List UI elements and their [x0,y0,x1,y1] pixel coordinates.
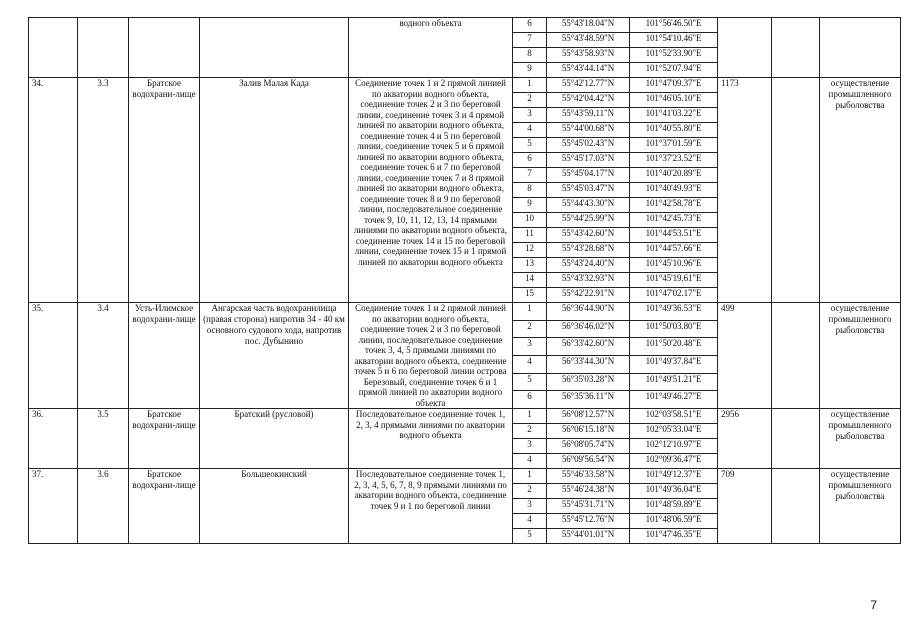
latitude: 55°43'48.59"N [547,33,630,48]
latitude: 55°43'32.93"N [547,273,630,288]
point-number: 8 [513,183,547,198]
longitude: 101°44'57.66"E [630,243,718,258]
latitude: 55°45'04.17"N [547,168,630,183]
latitude: 56°08'05.74"N [547,439,630,454]
reservoir-name: Братское водохрани-лище [129,409,200,469]
latitude: 55°42'12.77"N [547,78,630,93]
area-name: Залив Малая Када [200,78,349,303]
latitude: 55°45'03.47"N [547,183,630,198]
latitude: 56°35'36.11"N [547,391,630,409]
latitude: 55°45'12.76"N [547,514,630,529]
longitude: 101°41'03.22"E [630,108,718,123]
table-row [29,303,901,321]
boundary-description: Соединение точек 1 и 2 прямой линией по акватории водного объекта, соединение точек 2 и 3 по береговой линии, соединение точек 3 и 4 прямой линией по акватории водного объекта, соединение точек 4 и 5 по береговой линии, соединение точек 5 и 6 прямой линией по акватории водного объекта, соединение точек 6 и 7 по береговой линии, соединение точек 7 и 8 прямой линией по акватории водного объекта, соединение точек 8 и 9 по береговой линии, последовательное соединение точек 9, 10, 11, 12, 13, 14 прямыми линиями по акватории водного объекта, соединение точек 14 и 15 по береговой линии, соединение точек 15 и 1 прямой линией по акватории водного объекта [349,78,513,303]
point-number: 6 [513,18,547,33]
longitude: 101°49'12.37"E [630,469,718,484]
point-number: 2 [513,484,547,499]
longitude: 101°50'20.48"E [630,338,718,356]
point-number: 3 [513,108,547,123]
point-number: 3 [513,499,547,514]
point-number: 1 [513,78,547,93]
longitude: 101°49'51.21"E [630,373,718,391]
latitude: 55°42'22.91"N [547,288,630,303]
latitude: 55°44'01.01"N [547,529,630,544]
point-number: 5 [513,529,547,544]
empty-cell [772,303,820,409]
point-number: 9 [513,198,547,213]
longitude: 101°42'58.78"E [630,198,718,213]
table-row [29,78,901,93]
point-number: 7 [513,33,547,48]
longitude: 101°48'59.89"E [630,499,718,514]
point-number: 2 [513,320,547,338]
purpose: осуществление промышленного рыболовства [820,469,901,544]
row-subnumber: 3.3 [78,78,129,303]
point-number: 8 [513,48,547,63]
latitude: 56°36'44.90"N [547,303,630,321]
longitude: 101°49'37.84"E [630,355,718,373]
area-hectares [718,18,772,78]
latitude: 55°45'17.03"N [547,153,630,168]
longitude: 101°40'49.93"E [630,183,718,198]
point-number: 13 [513,258,547,273]
latitude: 55°42'04.42"N [547,93,630,108]
latitude: 55°46'24.38"N [547,484,630,499]
empty-cell [772,78,820,303]
fishing-areas-table [28,17,901,544]
point-number: 7 [513,168,547,183]
table-row [29,469,901,484]
point-number: 1 [513,469,547,484]
area-hectares: 709 [718,469,772,544]
point-number: 2 [513,93,547,108]
purpose [820,18,901,78]
longitude: 101°45'19.61"E [630,273,718,288]
row-number: 35. [29,303,78,409]
area-name: Большеокинский [200,469,349,544]
point-number: 3 [513,439,547,454]
latitude: 55°44'00.68"N [547,123,630,138]
latitude: 55°44'43.30"N [547,198,630,213]
area-hectares: 2956 [718,409,772,469]
latitude: 55°43'18.04"N [547,18,630,33]
longitude: 101°40'55.80"E [630,123,718,138]
area-hectares: 499 [718,303,772,409]
latitude: 55°43'42.60"N [547,228,630,243]
latitude: 56°35'03.28"N [547,373,630,391]
row-number: 34. [29,78,78,303]
point-number: 4 [513,355,547,373]
longitude: 101°56'46.50"E [630,18,718,33]
reservoir-name: Братское водохрани-лище [129,78,200,303]
longitude: 101°49'36.53"E [630,303,718,321]
longitude: 101°47'46.35"E [630,529,718,544]
latitude: 55°45'02.43"N [547,138,630,153]
point-number: 1 [513,303,547,321]
purpose: осуществление промышленного рыболовства [820,78,901,303]
longitude: 101°52'07.94"E [630,63,718,78]
point-number: 11 [513,228,547,243]
latitude: 56°33'44.30"N [547,355,630,373]
point-number: 4 [513,454,547,469]
point-number: 12 [513,243,547,258]
latitude: 55°43'44.14"N [547,63,630,78]
latitude: 55°46'33.58"N [547,469,630,484]
reservoir-name [129,18,200,78]
purpose: осуществление промышленного рыболовства [820,409,901,469]
longitude: 101°52'33.90"E [630,48,718,63]
reservoir-name: Усть-Илимское водохрани-лище [129,303,200,409]
longitude: 101°48'06.59"E [630,514,718,529]
latitude: 55°43'59.11"N [547,108,630,123]
longitude: 101°40'20.89"E [630,168,718,183]
row-subnumber: 3.6 [78,469,129,544]
longitude: 101°47'09.37"E [630,78,718,93]
point-number: 5 [513,373,547,391]
latitude: 56°08'12.57"N [547,409,630,424]
point-number: 4 [513,514,547,529]
point-number: 14 [513,273,547,288]
point-number: 15 [513,288,547,303]
point-number: 3 [513,338,547,356]
latitude: 56°09'56.54"N [547,454,630,469]
longitude: 101°45'10.96"E [630,258,718,273]
longitude: 102°05'33.04"E [630,424,718,439]
latitude: 55°45'31.71"N [547,499,630,514]
latitude: 56°36'46.02"N [547,320,630,338]
table-row [29,18,901,33]
boundary-description: Последовательное соединение точек 1, 2, 3, 4 прямыми линиями по акватории водного объекта [349,409,513,469]
table-row [29,409,901,424]
empty-cell [772,469,820,544]
longitude: 101°50'03.80"E [630,320,718,338]
area-name: Братский (русловой) [200,409,349,469]
row-subnumber [78,18,129,78]
longitude: 101°54'10.46"E [630,33,718,48]
page-number: 7 [870,598,877,612]
row-subnumber: 3.5 [78,409,129,469]
longitude: 101°37'01.59"E [630,138,718,153]
empty-cell [772,409,820,469]
area-name [200,18,349,78]
longitude: 101°42'45.73"E [630,213,718,228]
reservoir-name: Братское водохрани-лище [129,469,200,544]
point-number: 9 [513,63,547,78]
latitude: 55°44'25.99"N [547,213,630,228]
area-hectares: 1173 [718,78,772,303]
point-number: 6 [513,391,547,409]
longitude: 101°49'36.04"E [630,484,718,499]
longitude: 101°47'02.17"E [630,288,718,303]
row-subnumber: 3.4 [78,303,129,409]
latitude: 56°06'15.18"N [547,424,630,439]
latitude: 56°33'42.60"N [547,338,630,356]
latitude: 55°43'24.40"N [547,258,630,273]
point-number: 10 [513,213,547,228]
empty-cell [772,18,820,78]
row-number: 36. [29,409,78,469]
boundary-description: Последовательное соединение точек 1, 2, 3, 4, 5, 6, 7, 8, 9 прямыми линиями по акватории водного объекта, соединение точек 9 и 1 по береговой линии [349,469,513,544]
longitude: 101°37'23.52"E [630,153,718,168]
boundary-description: водного объекта [349,18,513,78]
point-number: 5 [513,138,547,153]
point-number: 6 [513,153,547,168]
table-body [29,18,901,544]
longitude: 101°44'53.51"E [630,228,718,243]
point-number: 2 [513,424,547,439]
longitude: 102°12'10.97"E [630,439,718,454]
row-number [29,18,78,78]
longitude: 102°03'58.51"E [630,409,718,424]
longitude: 101°49'46.27"E [630,391,718,409]
latitude: 55°43'28.68"N [547,243,630,258]
boundary-description: Соединение точек 1 и 2 прямой линией по акватории водного объекта, соединение точек 2 и 3 по береговой линии, последовательное соединение точек 3, 4, 5 прямыми линиями по акватории водного объекта, соединение точек 5 и 6 по береговой линии острова Березовый, соединение точек 6 и 1 прямой линией по акватории водного объекта [349,303,513,409]
longitude: 102°09'36.47"E [630,454,718,469]
point-number: 1 [513,409,547,424]
latitude: 55°43'58.93"N [547,48,630,63]
area-name: Ангарская часть водохранилища (правая сторона) напротив 34 - 40 км основного судового хода, напротив пос. Дубынино [200,303,349,409]
row-number: 37. [29,469,78,544]
purpose: осуществление промышленного рыболовства [820,303,901,409]
point-number: 4 [513,123,547,138]
longitude: 101°46'05.10"E [630,93,718,108]
